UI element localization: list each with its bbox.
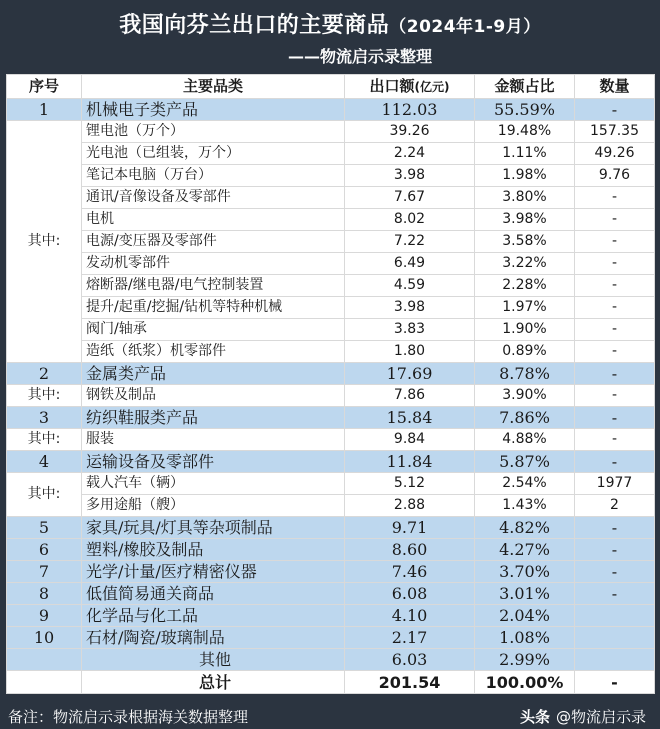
sub-item-row <box>7 187 655 209</box>
item-name: 电机 <box>82 209 345 231</box>
total-value: 201.54 <box>345 671 475 694</box>
quantity-value: - <box>575 319 655 341</box>
export-value: 39.26 <box>345 121 475 143</box>
export-value: 3.98 <box>345 297 475 319</box>
header-quantity: 数量 <box>575 75 655 99</box>
sub-item-row <box>7 297 655 319</box>
export-value: 9.71 <box>345 517 475 539</box>
row-number: 2 <box>7 363 82 385</box>
category-row <box>7 539 655 561</box>
share-value: 55.59% <box>475 99 575 121</box>
item-name: 机械电子类产品 <box>82 99 345 121</box>
group-label: 其中: <box>7 473 82 517</box>
quantity-value: - <box>575 341 655 363</box>
share-value: 3.01% <box>475 583 575 605</box>
export-value: 2.24 <box>345 143 475 165</box>
sub-item-row <box>7 385 655 407</box>
item-name: 石材/陶瓷/玻璃制品 <box>82 627 345 649</box>
category-row <box>7 561 655 583</box>
total-row <box>7 671 655 694</box>
item-name: 通讯/音像设备及零部件 <box>82 187 345 209</box>
title-block <box>6 6 654 72</box>
group-label: 其中: <box>7 385 82 407</box>
item-name: 塑料/橡胶及制品 <box>82 539 345 561</box>
export-value: 11.84 <box>345 451 475 473</box>
total-quantity: - <box>575 671 655 694</box>
quantity-value <box>575 649 655 671</box>
item-name: 电源/变压器及零部件 <box>82 231 345 253</box>
export-value: 15.84 <box>345 407 475 429</box>
share-value: 2.04% <box>475 605 575 627</box>
item-name: 家具/玩具/灯具等杂项制品 <box>82 517 345 539</box>
row-number: 7 <box>7 561 82 583</box>
item-name: 发动机零部件 <box>82 253 345 275</box>
header-no: 序号 <box>7 75 82 99</box>
item-name: 光电池（已组装，万个） <box>82 143 345 165</box>
export-value: 6.03 <box>345 649 475 671</box>
group-label: 其中: <box>7 429 82 451</box>
sub-item-row <box>7 165 655 187</box>
share-value: 19.48% <box>475 121 575 143</box>
share-value: 2.54% <box>475 473 575 495</box>
quantity-value: 49.26 <box>575 143 655 165</box>
quantity-value: - <box>575 187 655 209</box>
export-table <box>6 74 655 694</box>
share-value: 2.99% <box>475 649 575 671</box>
export-value: 3.83 <box>345 319 475 341</box>
quantity-value: 2 <box>575 495 655 517</box>
footer <box>0 706 660 729</box>
group-label: 其中: <box>7 121 82 363</box>
table-body <box>7 99 655 671</box>
row-number: 8 <box>7 583 82 605</box>
quantity-value: - <box>575 539 655 561</box>
share-value: 4.27% <box>475 539 575 561</box>
item-name: 笔记本电脑（万台） <box>82 165 345 187</box>
category-row <box>7 363 655 385</box>
item-name: 造纸（纸浆）机零部件 <box>82 341 345 363</box>
footer-brand <box>520 706 646 729</box>
item-name: 锂电池（万个） <box>82 121 345 143</box>
total-share: 100.00% <box>475 671 575 694</box>
item-name: 低值简易通关商品 <box>82 583 345 605</box>
item-name: 金属类产品 <box>82 363 345 385</box>
share-value: 1.11% <box>475 143 575 165</box>
share-value: 0.89% <box>475 341 575 363</box>
footer-note: 备注：物流启示录根据海关数据整理 <box>8 708 249 726</box>
share-value: 1.90% <box>475 319 575 341</box>
row-number: 3 <box>7 407 82 429</box>
share-value: 3.70% <box>475 561 575 583</box>
quantity-value: - <box>575 407 655 429</box>
quantity-value: - <box>575 429 655 451</box>
brand-logo: 头条 <box>519 708 550 726</box>
export-value: 2.17 <box>345 627 475 649</box>
sub-item-row <box>7 253 655 275</box>
header-row <box>7 75 655 99</box>
export-value: 17.69 <box>345 363 475 385</box>
row-number: 9 <box>7 605 82 627</box>
share-value: 4.82% <box>475 517 575 539</box>
share-value: 5.87% <box>475 451 575 473</box>
sub-item-row <box>7 143 655 165</box>
header-export <box>345 75 475 99</box>
header-export-unit: (亿元) <box>414 79 450 94</box>
category-row <box>7 451 655 473</box>
sub-item-row <box>7 121 655 143</box>
share-value: 2.28% <box>475 275 575 297</box>
quantity-value: 1977 <box>575 473 655 495</box>
export-value: 5.12 <box>345 473 475 495</box>
sub-item-row <box>7 495 655 517</box>
quantity-value <box>575 605 655 627</box>
item-name: 化学品与化工品 <box>82 605 345 627</box>
category-row <box>7 517 655 539</box>
quantity-value: 9.76 <box>575 165 655 187</box>
quantity-value: - <box>575 253 655 275</box>
quantity-value: 157.35 <box>575 121 655 143</box>
export-value: 7.46 <box>345 561 475 583</box>
sub-item-row <box>7 209 655 231</box>
row-number <box>7 649 82 671</box>
item-name: 光学/计量/医疗精密仪器 <box>82 561 345 583</box>
share-value: 1.98% <box>475 165 575 187</box>
export-value: 6.49 <box>345 253 475 275</box>
quantity-value: - <box>575 561 655 583</box>
export-value: 7.86 <box>345 385 475 407</box>
sub-item-row <box>7 231 655 253</box>
row-number: 4 <box>7 451 82 473</box>
row-number: 5 <box>7 517 82 539</box>
category-row <box>7 627 655 649</box>
row-number: 1 <box>7 99 82 121</box>
page-title <box>6 6 654 45</box>
title-period: （2024年1-9月） <box>389 17 541 37</box>
item-name: 阀门/轴承 <box>82 319 345 341</box>
share-value: 3.58% <box>475 231 575 253</box>
item-name: 多用途船（艘） <box>82 495 345 517</box>
category-row <box>7 583 655 605</box>
quantity-value: - <box>575 297 655 319</box>
share-value: 8.78% <box>475 363 575 385</box>
category-row <box>7 407 655 429</box>
title-text: 我国向芬兰出口的主要商品 <box>119 13 390 38</box>
quantity-value <box>575 627 655 649</box>
row-number: 6 <box>7 539 82 561</box>
share-value: 1.97% <box>475 297 575 319</box>
quantity-value: - <box>575 209 655 231</box>
category-row <box>7 605 655 627</box>
share-value: 3.80% <box>475 187 575 209</box>
header-name: 主要品类 <box>82 75 345 99</box>
quantity-value: - <box>575 451 655 473</box>
quantity-value: - <box>575 275 655 297</box>
share-value: 3.90% <box>475 385 575 407</box>
export-value: 112.03 <box>345 99 475 121</box>
export-value: 8.02 <box>345 209 475 231</box>
item-name: 其他 <box>82 649 345 671</box>
page-subtitle: ——物流启示录整理 <box>287 47 432 66</box>
sub-item-row <box>7 473 655 495</box>
export-value: 1.80 <box>345 341 475 363</box>
header-share: 金额占比 <box>475 75 575 99</box>
export-value: 4.10 <box>345 605 475 627</box>
item-name: 纺织鞋服类产品 <box>82 407 345 429</box>
sub-item-row <box>7 429 655 451</box>
sub-item-row <box>7 319 655 341</box>
export-value: 3.98 <box>345 165 475 187</box>
category-row <box>7 649 655 671</box>
total-label: 总计 <box>82 671 345 694</box>
export-value: 8.60 <box>345 539 475 561</box>
share-value: 7.86% <box>475 407 575 429</box>
category-row <box>7 99 655 121</box>
item-name: 载人汽车（辆） <box>82 473 345 495</box>
share-value: 1.43% <box>475 495 575 517</box>
header-export-label: 出口额 <box>369 76 415 95</box>
item-name: 钢铁及制品 <box>82 385 345 407</box>
share-value: 3.98% <box>475 209 575 231</box>
sub-item-row <box>7 275 655 297</box>
export-value: 6.08 <box>345 583 475 605</box>
quantity-value: - <box>575 363 655 385</box>
item-name: 服装 <box>82 429 345 451</box>
quantity-value: - <box>575 231 655 253</box>
quantity-value: - <box>575 517 655 539</box>
export-value: 4.59 <box>345 275 475 297</box>
export-value: 2.88 <box>345 495 475 517</box>
item-name: 提升/起重/挖掘/钻机等特种机械 <box>82 297 345 319</box>
total-no-cell <box>7 671 82 694</box>
share-value: 3.22% <box>475 253 575 275</box>
item-name: 运输设备及零部件 <box>82 451 345 473</box>
row-number: 10 <box>7 627 82 649</box>
share-value: 4.88% <box>475 429 575 451</box>
quantity-value: - <box>575 385 655 407</box>
export-value: 9.84 <box>345 429 475 451</box>
export-value: 7.22 <box>345 231 475 253</box>
item-name: 熔断器/继电器/电气控制装置 <box>82 275 345 297</box>
sub-item-row <box>7 341 655 363</box>
quantity-value: - <box>575 583 655 605</box>
brand-name: @物流启示录 <box>555 708 646 726</box>
share-value: 1.08% <box>475 627 575 649</box>
quantity-value: - <box>575 99 655 121</box>
export-value: 7.67 <box>345 187 475 209</box>
